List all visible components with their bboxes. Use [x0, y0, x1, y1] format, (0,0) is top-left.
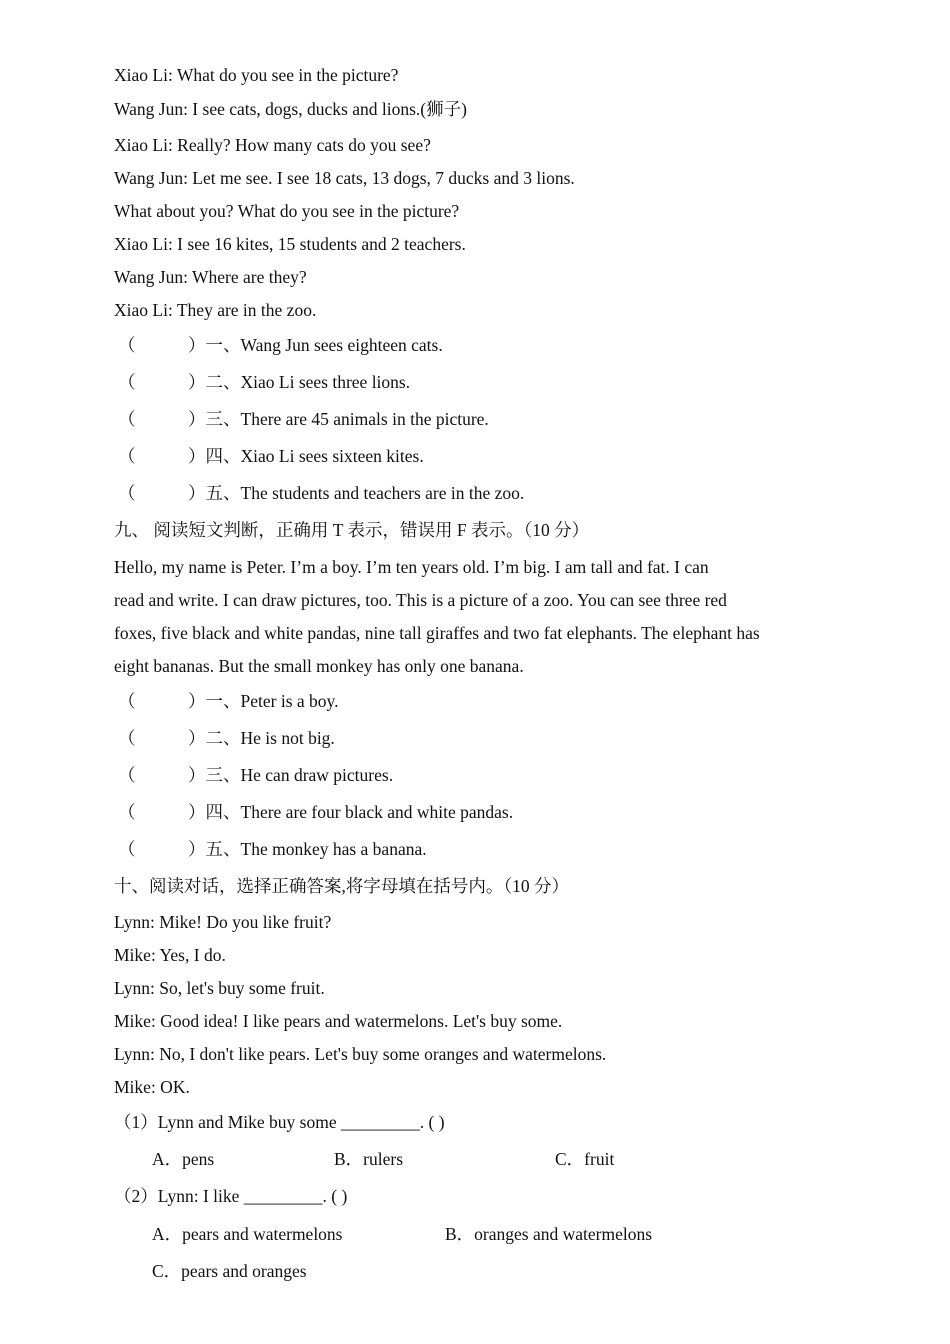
answer-blank[interactable]: （ [118, 839, 136, 859]
dialogue-line: Xiao Li: What do you see in the picture? [114, 65, 399, 85]
dialogue-line: Wang Jun: I see cats, dogs, ducks and lions.(狮子) [114, 99, 467, 119]
answer-blank[interactable]: （ [118, 691, 136, 711]
answer-blank[interactable]: （ [118, 335, 136, 355]
dialogue-line: Mike: OK. [114, 1077, 190, 1097]
answer-blank[interactable]: （ [118, 409, 136, 429]
dialogue-line: Lynn: Mike! Do you like fruit? [114, 912, 332, 932]
dialogue-line: Xiao Li: Really? How many cats do you see? [114, 135, 431, 155]
passage-line: foxes, five black and white pandas, nine tall giraffes and two fat elephants. The elephant has [114, 623, 760, 643]
tf-question: （ ）三、There are 45 animals in the picture. [118, 409, 489, 429]
mc-option[interactable]: A．pens [152, 1149, 215, 1169]
dialogue-line: Wang Jun: Let me see. I see 18 cats, 13 dogs, 7 ducks and 3 lions. [114, 168, 575, 188]
dialogue-line: Lynn: So, let's buy some fruit. [114, 978, 325, 998]
tf-question: （ ）五、The students and teachers are in the zoo. [118, 483, 525, 503]
tf-question: （ ）五、The monkey has a banana. [118, 839, 427, 859]
section-heading: 九、 阅读短文判断，正确用 T 表示，错误用 F 表示。（10 分） [114, 520, 590, 540]
section-heading: 十、阅读对话，选择正确答案,将字母填在括号内。（10 分） [114, 876, 569, 896]
mc-option[interactable]: B．oranges and watermelons [445, 1224, 653, 1244]
dialogue-line: Lynn: No, I don't like pears. Let's buy some oranges and watermelons. [114, 1044, 607, 1064]
mc-option[interactable]: A．pears and watermelons [152, 1224, 343, 1244]
answer-blank[interactable]: （ [118, 372, 136, 392]
mc-option[interactable]: C．fruit [555, 1149, 615, 1169]
dialogue-line: Xiao Li: They are in the zoo. [114, 300, 317, 320]
tf-question: （ ）二、Xiao Li sees three lions. [118, 372, 411, 392]
answer-blank[interactable]: （ [118, 728, 136, 748]
tf-question: （ ）四、Xiao Li sees sixteen kites. [118, 446, 424, 466]
dialogue-line: Xiao Li: I see 16 kites, 15 students and 2 teachers. [114, 234, 466, 254]
dialogue-line: What about you? What do you see in the picture? [114, 201, 460, 221]
mc-option[interactable]: C．pears and oranges [152, 1261, 307, 1281]
answer-blank[interactable]: （ [118, 446, 136, 466]
mc-question: （1）Lynn and Mike buy some _________. ( ) [114, 1112, 445, 1132]
tf-question: （ ）一、Wang Jun sees eighteen cats. [118, 335, 443, 355]
passage-line: eight bananas. But the small monkey has only one banana. [114, 656, 524, 676]
dialogue-line: Mike: Good idea! I like pears and watermelons. Let's buy some. [114, 1011, 563, 1031]
tf-question: （ ）二、He is not big. [118, 728, 335, 748]
dialogue-line: Wang Jun: Where are they? [114, 267, 307, 287]
mc-option[interactable]: B．rulers [334, 1149, 404, 1169]
tf-question: （ ）三、He can draw pictures. [118, 765, 394, 785]
dialogue-line: Mike: Yes, I do. [114, 945, 226, 965]
passage-line: read and write. I can draw pictures, too. This is a picture of a zoo. You can see three red [114, 590, 727, 610]
answer-blank[interactable]: （ [118, 483, 136, 503]
answer-blank[interactable]: （ [118, 765, 136, 785]
answer-blank[interactable]: （ [118, 802, 136, 822]
tf-question: （ ）一、Peter is a boy. [118, 691, 339, 711]
passage-line: Hello, my name is Peter. I’m a boy. I’m ten years old. I’m big. I am tall and fat. I can [114, 557, 709, 577]
mc-question: （2）Lynn: I like _________. ( ) [114, 1186, 348, 1206]
tf-question: （ ）四、There are four black and white pandas. [118, 802, 514, 822]
